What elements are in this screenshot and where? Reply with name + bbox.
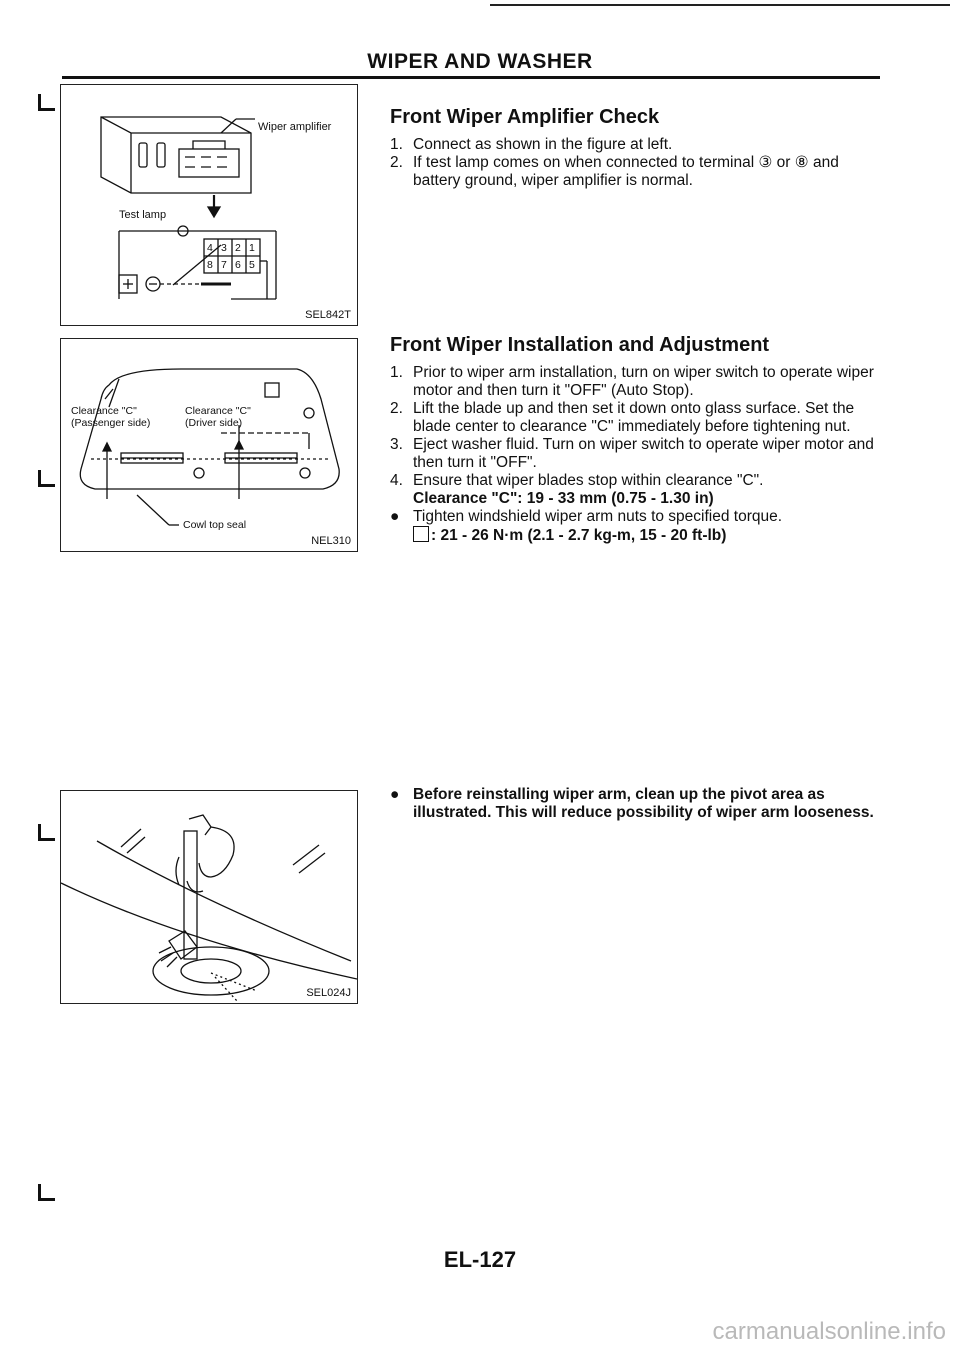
list-item bbox=[390, 400, 880, 436]
binder-mark bbox=[38, 470, 55, 487]
terminal-2: 2 bbox=[235, 242, 241, 254]
step-number: 2. bbox=[390, 154, 403, 171]
list-item bbox=[390, 136, 880, 154]
figure-pivot-cleaning bbox=[60, 790, 358, 1004]
list-item bbox=[390, 364, 880, 400]
pivot-cleaning-illustration bbox=[61, 791, 357, 1003]
driver-side-label: (Driver side) bbox=[185, 417, 243, 429]
binder-mark bbox=[38, 824, 55, 841]
amplifier-check-steps bbox=[390, 136, 880, 190]
figure-wiper-amplifier bbox=[60, 84, 358, 326]
passenger-clearance-label bbox=[71, 405, 150, 429]
passenger-clearance-title: Clearance "C" bbox=[71, 405, 137, 417]
torque-spec bbox=[390, 526, 880, 545]
step-number: 1. bbox=[390, 364, 403, 381]
terminal-1: 1 bbox=[249, 242, 255, 254]
bullet-dot: ● bbox=[390, 508, 400, 525]
step-text: Lift the blade up and then set it down onto glass surface. Set the blade center to clearance "C" immediately before tightening nut. bbox=[413, 400, 855, 435]
step-number: 3. bbox=[390, 436, 403, 453]
pivot-note bbox=[390, 786, 880, 822]
top-edge-line bbox=[490, 4, 950, 6]
step-text: Eject washer fluid. Turn on wiper switch to operate wiper motor and then turn it "OFF". bbox=[413, 436, 874, 471]
step-text: Connect as shown in the figure at left. bbox=[413, 136, 673, 153]
installation-steps bbox=[390, 364, 880, 545]
page-header: WIPER AND WASHER bbox=[367, 50, 593, 73]
note-text: Before reinstalling wiper arm, clean up the pivot area as illustrated. This will reduce possibility of wiper arm looseness. bbox=[413, 786, 874, 821]
step-number: 4. bbox=[390, 472, 403, 489]
terminal-4: 4 bbox=[207, 242, 213, 254]
torque-spec-text: : 21 - 26 N·m (2.1 - 2.7 kg-m, 15 - 20 ft-lb) bbox=[431, 527, 727, 544]
step-text: If test lamp comes on when connected to terminal ③ or ⑧ and battery ground, wiper amplifier is normal. bbox=[413, 154, 839, 189]
driver-clearance-title: Clearance "C" bbox=[185, 405, 251, 417]
header-rule bbox=[62, 76, 880, 79]
cowl-top-seal-label: Cowl top seal bbox=[183, 519, 247, 531]
bullet-item bbox=[390, 508, 880, 526]
terminal-3: 3 bbox=[221, 242, 227, 254]
list-item bbox=[390, 154, 880, 190]
terminal-6: 6 bbox=[235, 259, 241, 271]
step-text: Prior to wiper arm installation, turn on wiper switch to operate wiper motor and then turn it "OFF" (Auto Stop). bbox=[413, 364, 874, 399]
binder-mark bbox=[38, 94, 55, 111]
figure-code: SEL842T bbox=[305, 309, 351, 321]
wiper-amplifier-label: Wiper amplifier bbox=[258, 121, 332, 133]
passenger-side-label: (Passenger side) bbox=[71, 417, 151, 429]
terminal-5: 5 bbox=[249, 259, 255, 271]
clearance-spec: Clearance "C": 19 - 33 mm (0.75 - 1.30 in) bbox=[413, 490, 714, 507]
step-number: 1. bbox=[390, 136, 403, 153]
figure-clearance bbox=[60, 338, 358, 552]
section-title-amplifier-check: Front Wiper Amplifier Check bbox=[390, 106, 660, 128]
page-number: EL-127 bbox=[443, 1247, 517, 1272]
figure-code: NEL310 bbox=[311, 535, 351, 547]
step-text: Ensure that wiper blades stop within clearance "C". bbox=[413, 472, 764, 489]
bullet-text: Tighten windshield wiper arm nuts to specified torque. bbox=[413, 508, 783, 525]
terminal-8: 8 bbox=[207, 259, 213, 271]
list-item bbox=[390, 436, 880, 472]
figure-code: SEL024J bbox=[306, 987, 351, 999]
section-title-installation: Front Wiper Installation and Adjustment bbox=[390, 334, 770, 356]
test-lamp-label: Test lamp bbox=[119, 209, 167, 221]
terminal-7: 7 bbox=[221, 259, 227, 271]
binder-mark bbox=[38, 1184, 55, 1201]
list-item bbox=[390, 472, 880, 490]
step-number: 2. bbox=[390, 400, 403, 417]
bullet-dot: ● bbox=[390, 786, 400, 803]
driver-clearance-label bbox=[185, 405, 251, 429]
watermark: carmanualsonline.info bbox=[712, 1318, 946, 1345]
torque-wrench-icon bbox=[413, 526, 429, 542]
bullet-item bbox=[390, 786, 880, 822]
